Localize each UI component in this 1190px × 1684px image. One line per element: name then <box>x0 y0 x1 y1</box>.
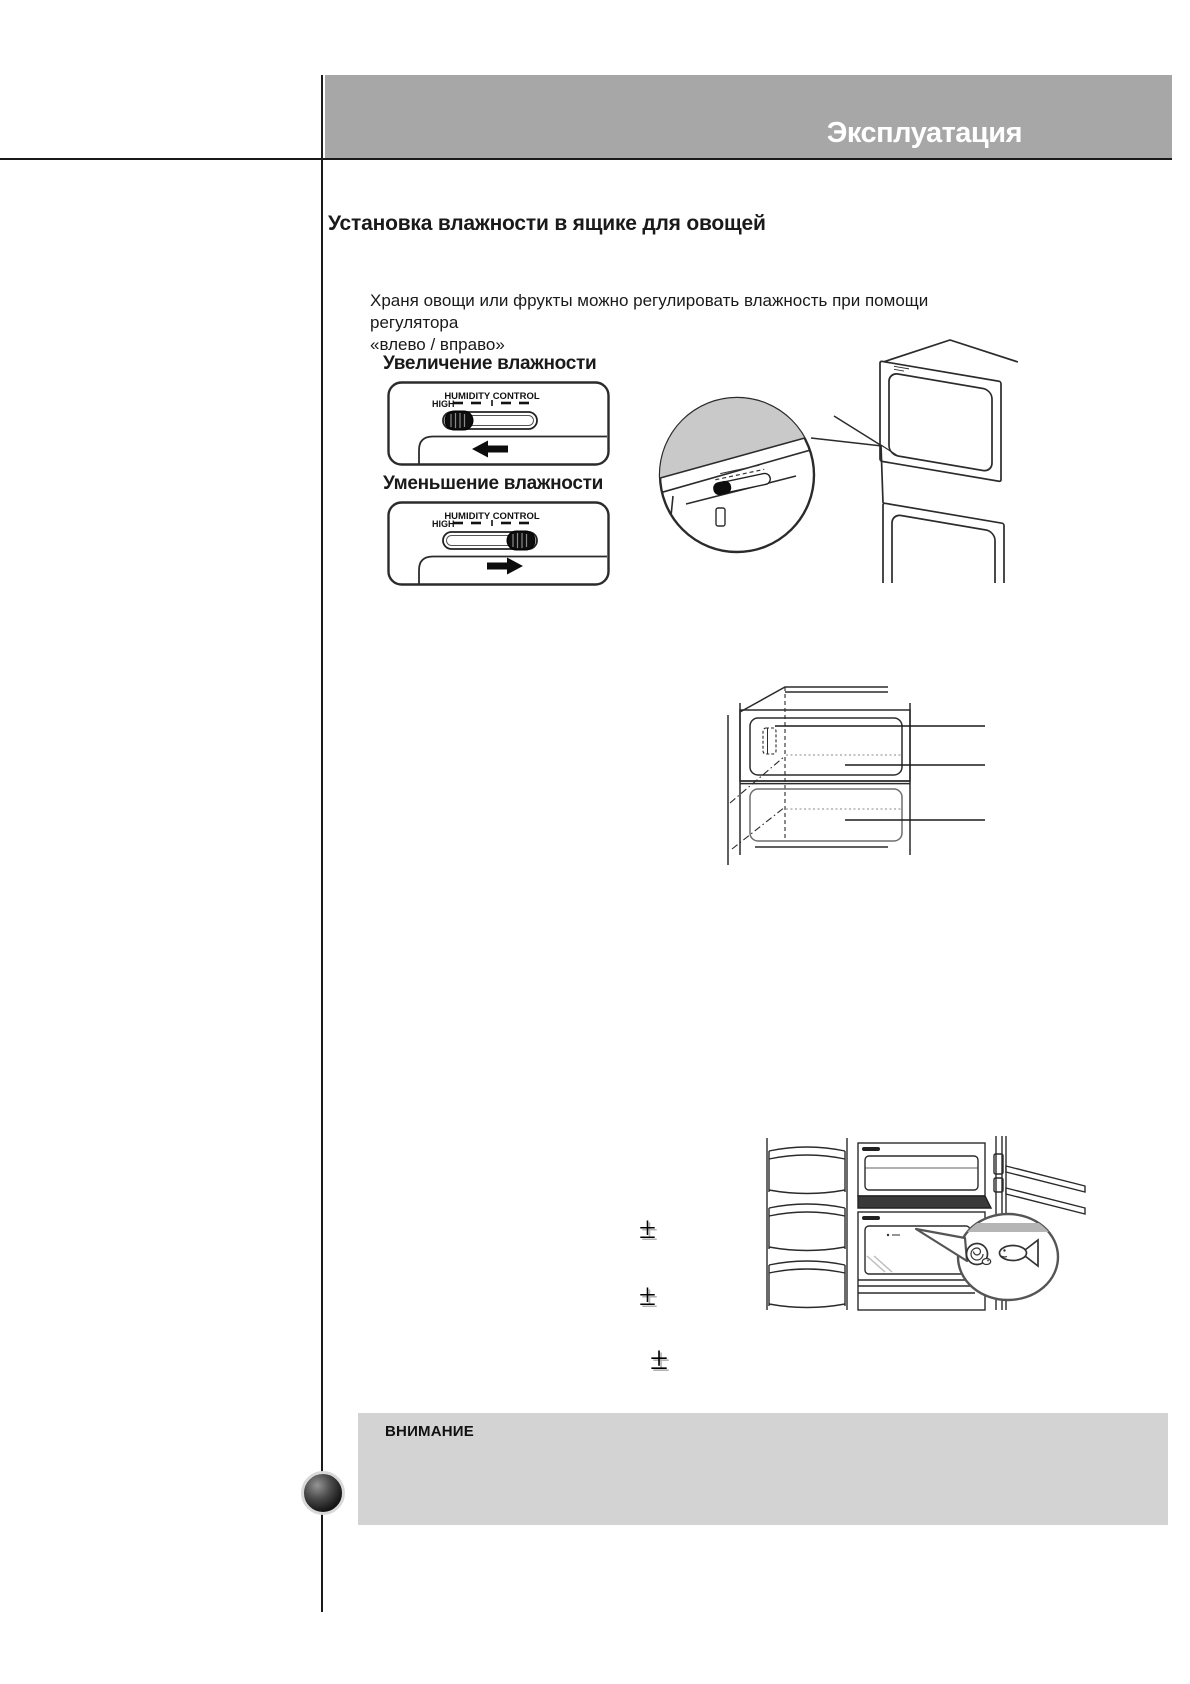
top-face-edges <box>740 687 888 712</box>
high-label: HIGH <box>432 399 455 409</box>
leader-lines <box>775 726 985 820</box>
leader-line <box>811 416 882 446</box>
plus-minus-symbol: ± <box>639 1210 657 1245</box>
upper-drawer-outline <box>740 710 910 781</box>
magnifier-circle <box>648 390 814 552</box>
header-section-label: Эксплуатация <box>826 117 1022 149</box>
margin-rule-vertical <box>321 75 323 1612</box>
humidity-slider-knob <box>507 531 535 550</box>
plus-minus-symbol: ± <box>639 1277 657 1312</box>
humidity-increase-label: Увеличение влажности <box>383 353 597 374</box>
door-bins <box>767 1138 847 1310</box>
drawer-fronts <box>880 361 1004 583</box>
high-label: HIGH <box>432 519 455 529</box>
cabinet-top-edges <box>880 340 1018 363</box>
plus-minus-symbol: ± <box>650 1341 669 1377</box>
lower-drawer-outline <box>750 789 902 841</box>
humidity-control-title: HUMIDITY CONTROL <box>444 391 540 402</box>
page-title: Установка влажности в ящике для овощей <box>328 212 766 235</box>
humidity-increase-diagram <box>387 381 610 466</box>
drawer-isometric-figure <box>598 328 1018 583</box>
header-bar <box>325 75 1172 158</box>
warning-box <box>358 1413 1168 1525</box>
humidity-slider-knob <box>445 411 473 430</box>
latch-tab <box>716 508 725 526</box>
intro-line-1: Храня овощи или фрукты можно регулировать влажность при помощи регулятора <box>370 291 929 332</box>
humidity-knob-hidden <box>763 728 776 754</box>
humidity-control-title: HUMIDITY CONTROL <box>444 511 540 522</box>
page-marker-sphere <box>301 1471 345 1515</box>
humidity-decrease-label: Уменьшение влажности <box>383 473 603 494</box>
fridge-interior-figure <box>753 1128 1088 1323</box>
intro-line-2: «влево / вправо» <box>370 335 505 354</box>
margin-rule-horizontal <box>0 158 1172 160</box>
drawer-front-view-figure <box>680 635 990 865</box>
humidity-decrease-diagram <box>387 501 610 586</box>
warning-title: ВНИМАНИЕ <box>385 1423 474 1440</box>
